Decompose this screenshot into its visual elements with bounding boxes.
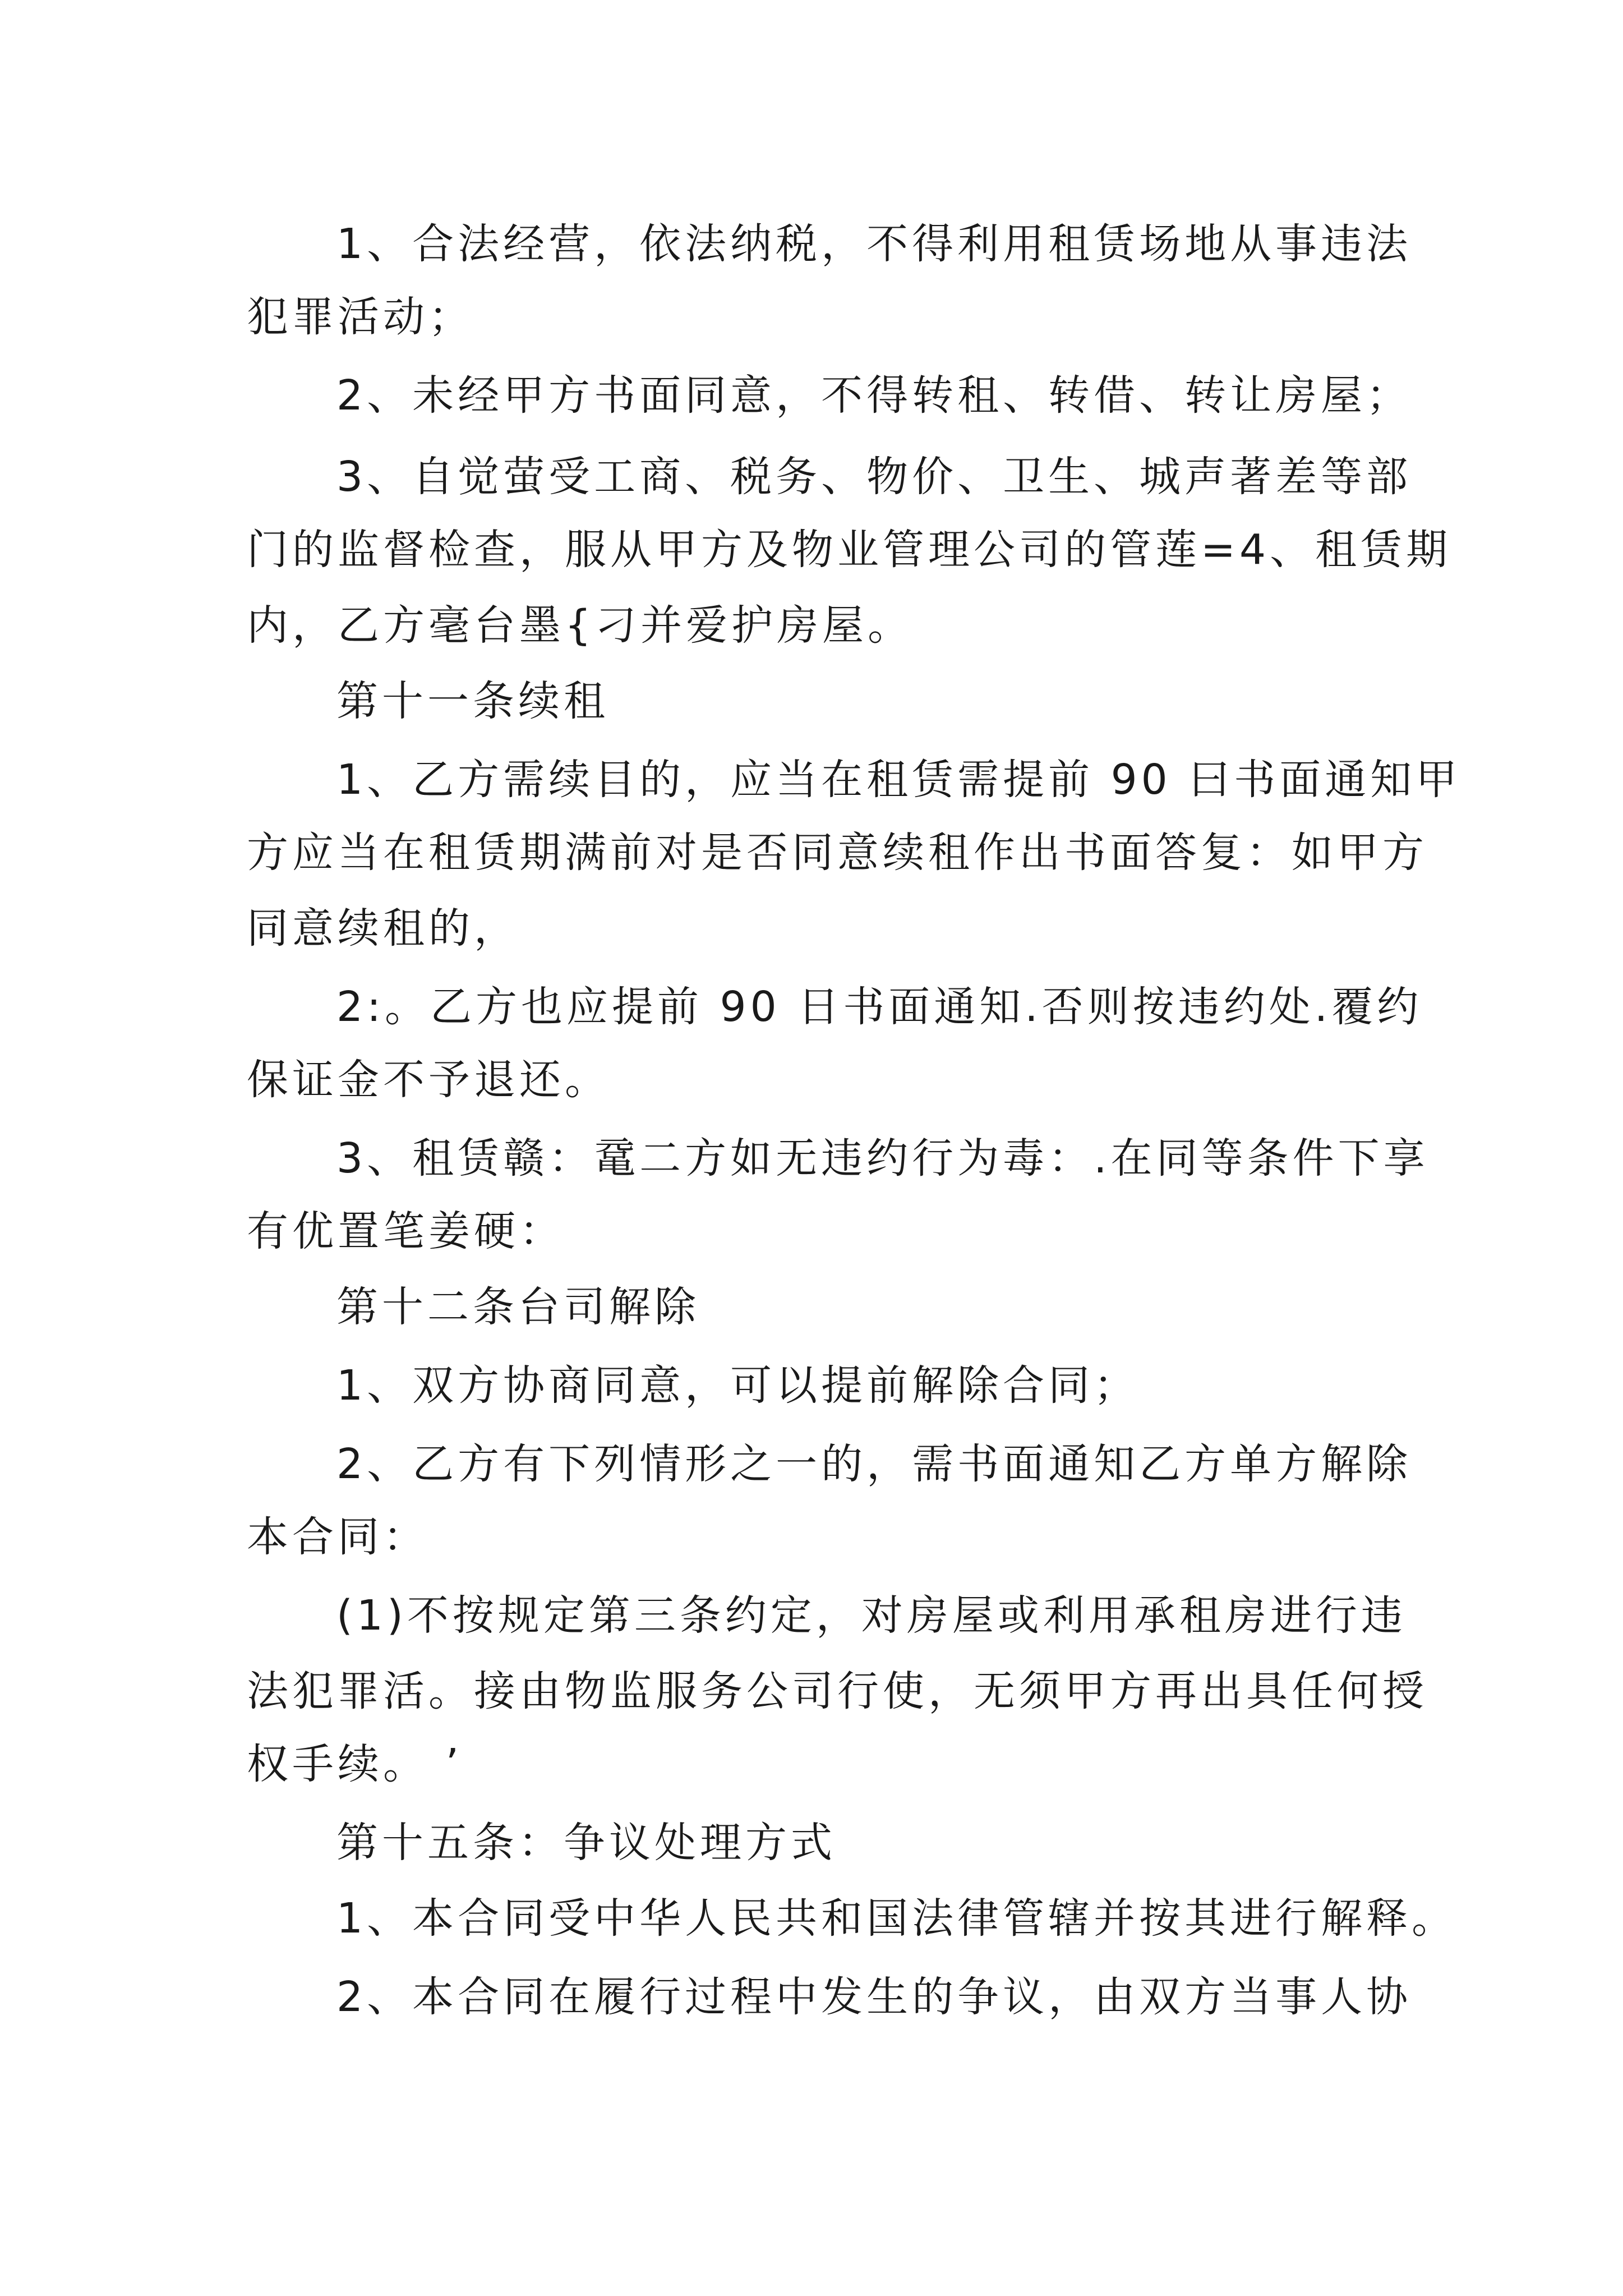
text-line: 法犯罪活。接由物监服务公司行使，无须甲方再出具任何授 — [247, 1667, 1428, 1715]
text-line: 权手续。 ’ — [247, 1740, 463, 1788]
text-line: 1、合法经营，依法纳税，不得利用租赁场地从事违法 — [336, 220, 1412, 268]
text-line: 1、本合同受中华人民共和国法律管辖并按其进行解释。 — [336, 1894, 1458, 1943]
text-line: 3、租赁赣：鼋二方如无违约行为毒：.在同等条件下享 — [336, 1134, 1429, 1182]
text-line: 本合同： — [247, 1513, 428, 1561]
text-line: 2、本合同在履行过程中发生的争议，由双方当事人协 — [336, 1973, 1412, 2021]
text-line: 门的监督检查，服从甲方及物业管理公司的管莲=4、租赁期 — [247, 526, 1452, 574]
text-line: (1)不按规定第三条约定，对房屋或利用承租房进行违 — [336, 1591, 1407, 1640]
text-line: 2:。乙方也应提前 90 日书面通知.否则按违约处.覆约 — [336, 983, 1423, 1031]
text-line: 1、双方协商同意，可以提前解除合同； — [336, 1361, 1140, 1410]
text-line: 犯罪活动； — [247, 293, 474, 341]
section-heading: 第十一条续租 — [336, 677, 609, 725]
section-heading: 第十五条：争议处理方式 — [336, 1819, 836, 1867]
section-heading: 第十二条台司解除 — [336, 1283, 700, 1331]
text-line: 同意续租的， — [247, 904, 519, 953]
text-line: 有优置笔姜硬： — [247, 1207, 565, 1255]
text-line: 内，乙方毫台墨{刁并爱护房屋。 — [247, 601, 914, 650]
text-line: 方应当在租赁期满前对是否同意续租作出书面答复：如甲方 — [247, 829, 1428, 877]
text-line: 2、未经甲方书面同意，不得转租、转借、转让房屋； — [336, 371, 1412, 420]
text-line: 3、自觉萤受工商、税务、物价、卫生、城声著差等部 — [336, 453, 1412, 501]
text-line: 2、乙方有下列情形之一的，需书面通知乙方单方解除 — [336, 1440, 1412, 1488]
text-line: 1、乙方需续目的，应当在租赁需提前 90 曰书面通知甲 — [336, 756, 1461, 804]
text-line: 保证金不予退还。 — [247, 1056, 610, 1104]
